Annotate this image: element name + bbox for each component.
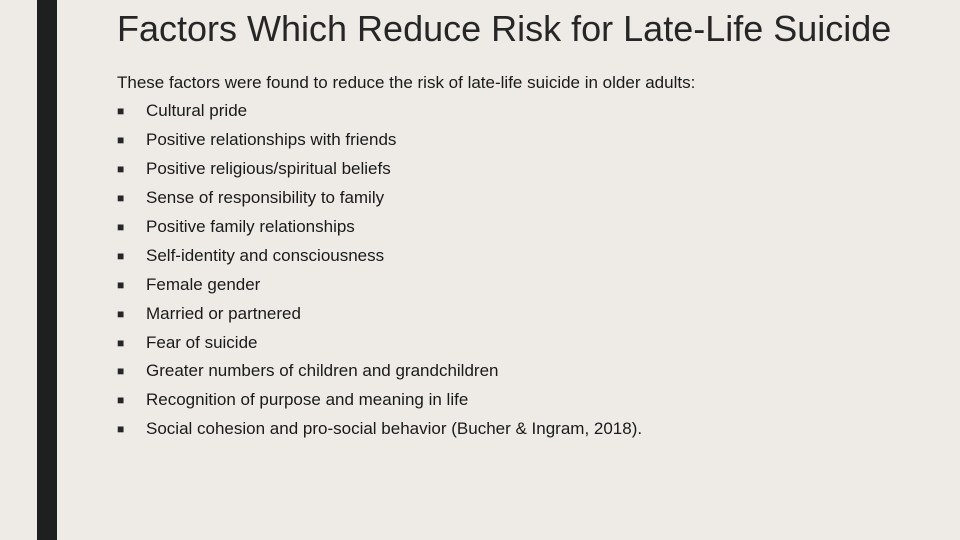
square-bullet-icon: ■ — [117, 220, 125, 234]
square-bullet-icon: ■ — [117, 133, 125, 148]
square-bullet-icon: ■ — [117, 248, 125, 263]
list-item-text: Greater numbers of children and grandchildren — [146, 361, 499, 381]
list-item-text: Self-identity and consciousness — [146, 245, 385, 265]
square-bullet-icon: ■ — [117, 104, 125, 119]
accent-bar — [37, 0, 57, 540]
list-item — [117, 386, 642, 415]
list-item-text: Social cohesion and pro-social behavior (Bucher & Ingram, 2018). — [146, 419, 643, 439]
square-bullet-icon: ■ — [117, 191, 125, 206]
list-item — [117, 213, 642, 242]
bullet-list — [117, 97, 642, 444]
list-item — [117, 97, 642, 126]
square-bullet-icon: ■ — [117, 306, 125, 321]
list-item-text: Sense of responsibility to family — [146, 188, 385, 208]
list-item — [117, 126, 642, 155]
list-item-text: Female gender — [146, 274, 261, 294]
list-item-text: Positive relationships with friends — [146, 130, 397, 150]
slide-intro: These factors were found to reduce the risk of late-life suicide in older adults: — [117, 73, 696, 92]
list-item — [117, 270, 642, 299]
list-item — [117, 415, 642, 444]
square-bullet-icon: ■ — [117, 364, 125, 379]
square-bullet-icon: ■ — [117, 422, 125, 437]
list-item-text: Cultural pride — [146, 101, 248, 121]
square-bullet-icon: ■ — [117, 162, 125, 177]
list-item — [117, 184, 642, 213]
list-item — [117, 357, 642, 386]
list-item-text: Fear of suicide — [146, 332, 258, 352]
list-item-text: Recognition of purpose and meaning in life — [146, 390, 469, 410]
list-item-text: Positive religious/spiritual beliefs — [146, 159, 391, 179]
square-bullet-icon: ■ — [117, 335, 125, 350]
list-item-text: Married or partnered — [146, 303, 301, 323]
list-item-text: Positive family relationships — [146, 217, 355, 236]
square-bullet-icon: ■ — [117, 393, 125, 408]
square-bullet-icon: ■ — [117, 277, 125, 292]
slide-title: Factors Which Reduce Risk for Late-Life Suicide — [117, 8, 892, 49]
list-item — [117, 155, 642, 184]
list-item — [117, 299, 642, 328]
list-item — [117, 328, 642, 357]
list-item — [117, 241, 642, 270]
